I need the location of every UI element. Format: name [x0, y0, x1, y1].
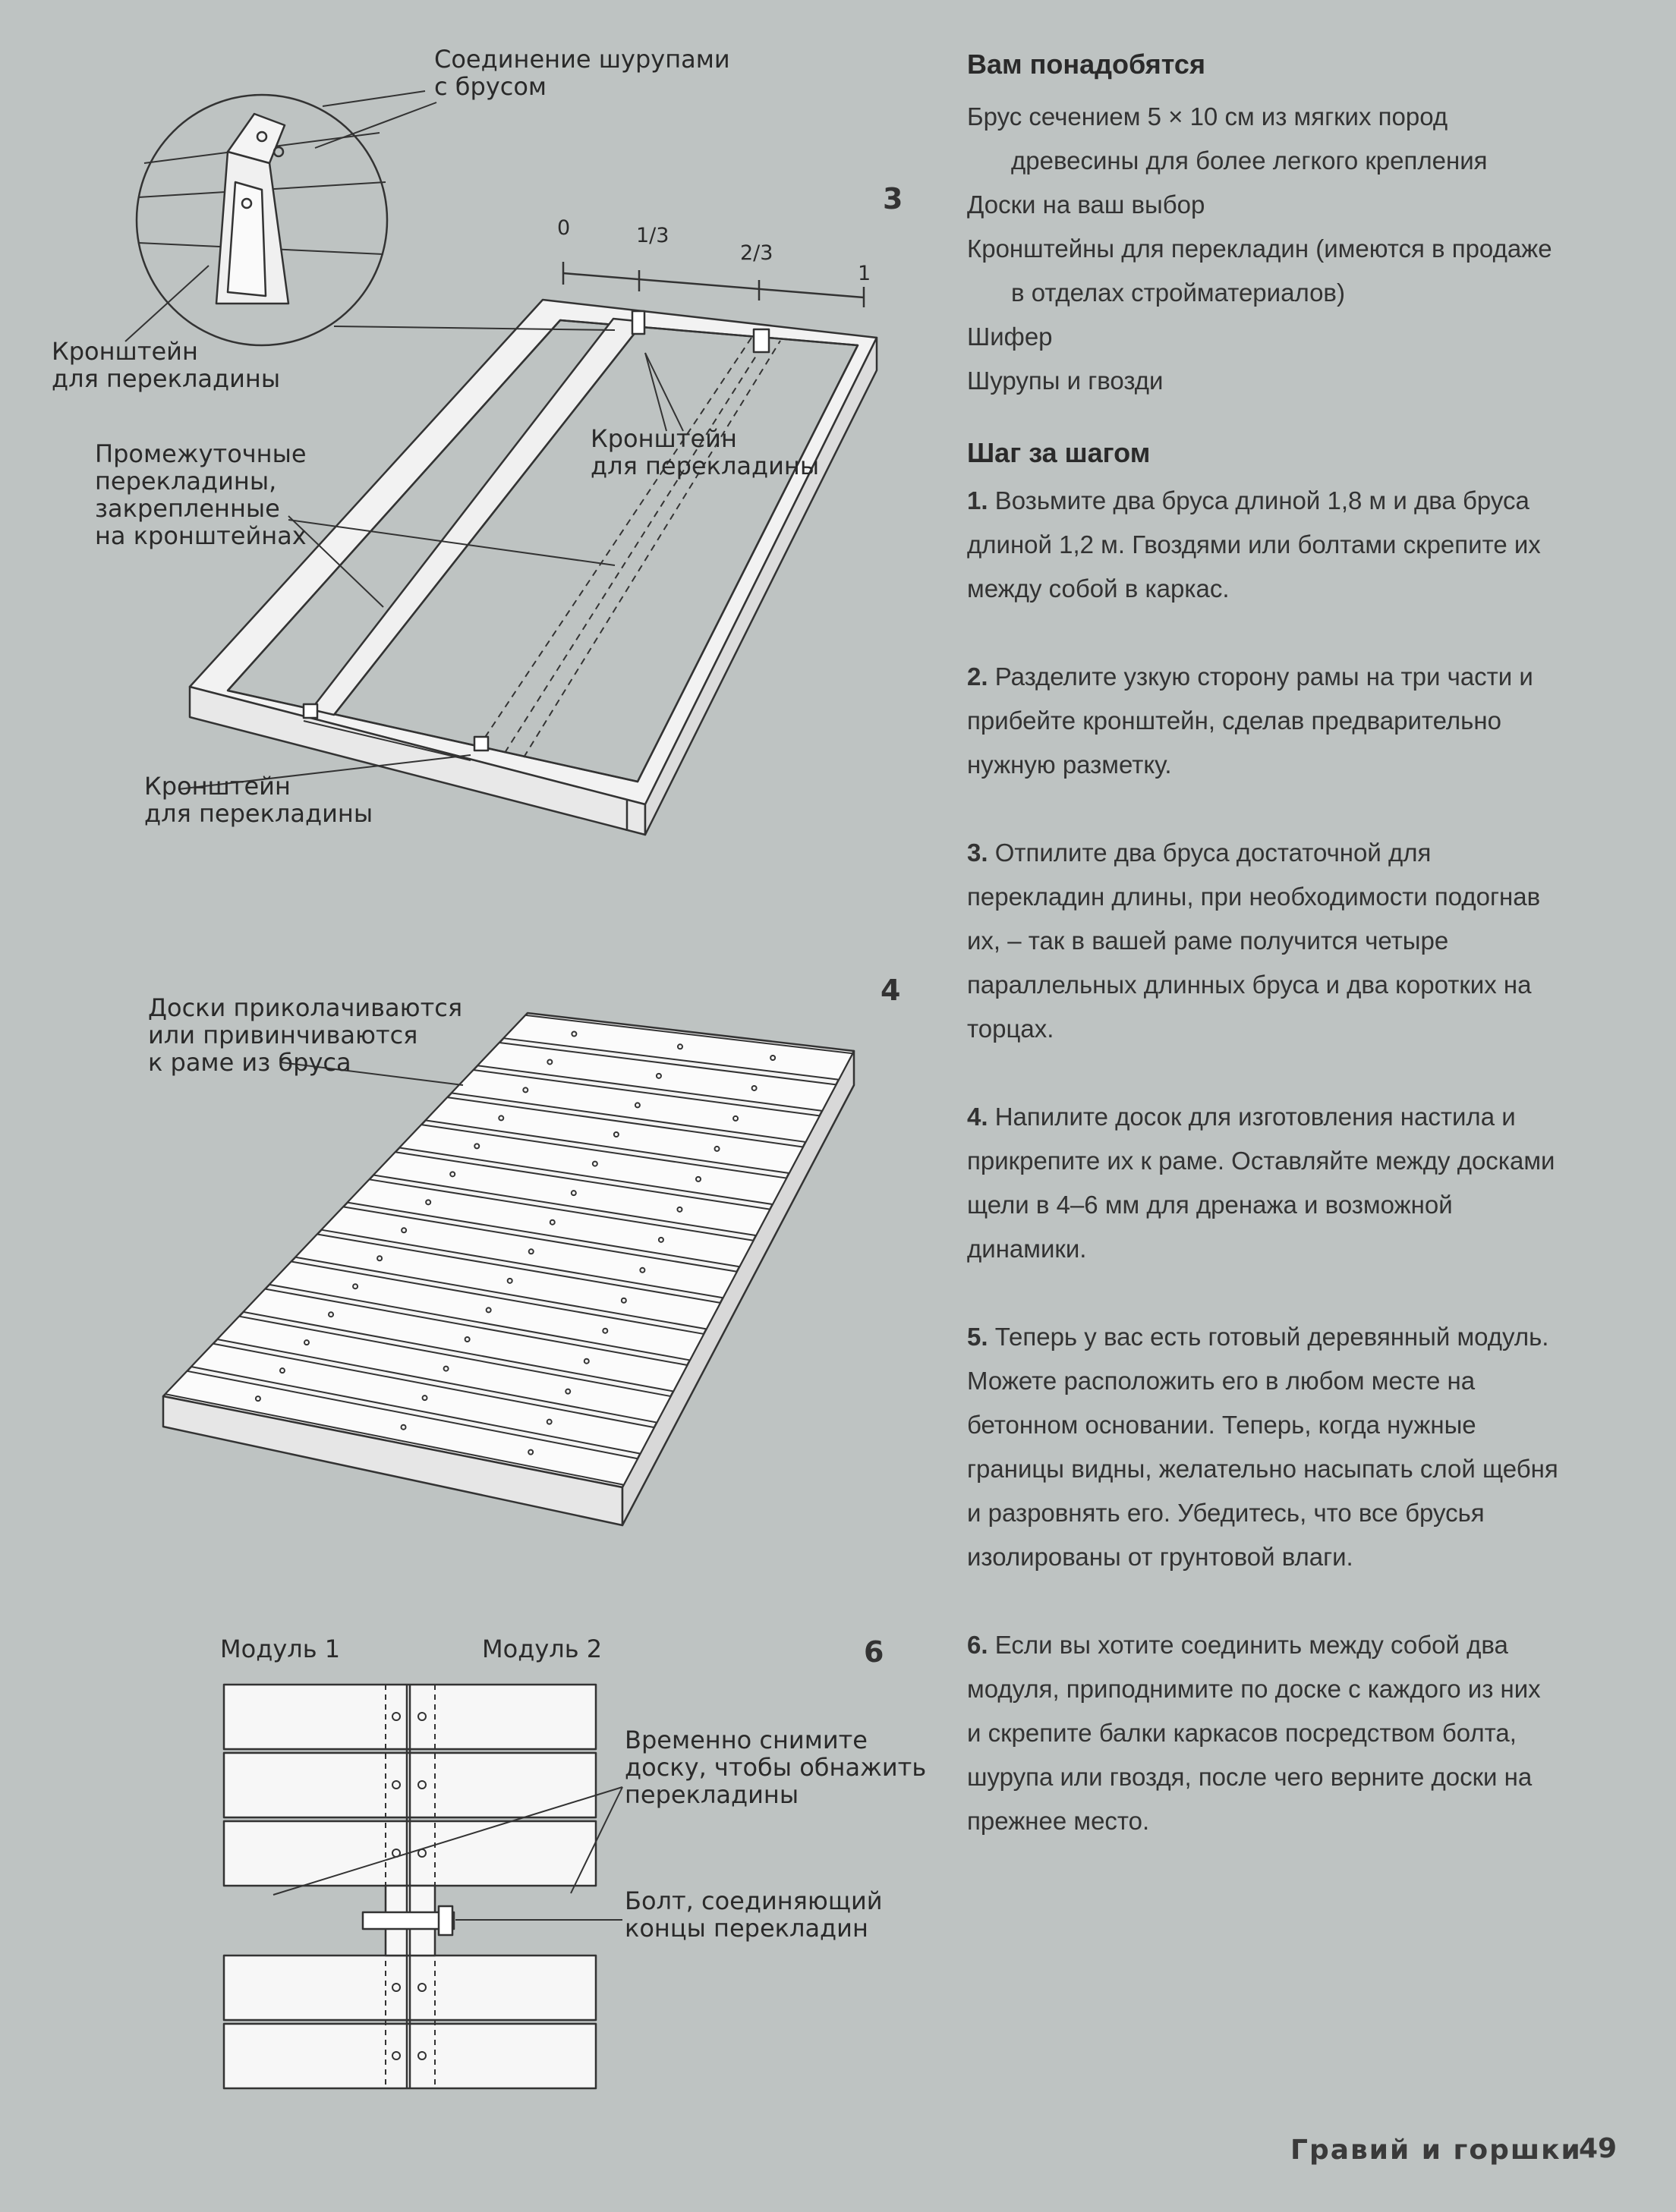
step-number: 4. — [967, 1103, 988, 1131]
step-number: 2. — [967, 662, 988, 691]
scale-mark-1: 1 — [858, 262, 871, 285]
figure4-deck-drawing — [163, 1013, 854, 1525]
steps-list — [967, 479, 1559, 1843]
label-remove-board: Временно снимите доску, чтобы обнажить перекладины — [625, 1726, 927, 1809]
step-3 — [967, 831, 1559, 1051]
step-text: Напилите досок для изготовления настила и прикрепите их к раме. Оставляйте между досками щели в 4–6 мм для дренажа и возможной динамики. — [967, 1103, 1555, 1263]
step-number: 3. — [967, 839, 988, 867]
step-1 — [967, 479, 1559, 611]
scale-mark-one-third: 1/3 — [636, 224, 669, 247]
figure6-modules-drawing — [224, 1685, 622, 2088]
label-bracket-center: Кронштейн для перекладины — [591, 424, 820, 480]
step-text: Отпилите два бруса достаточной для перекладин длины, при необходимости подогнав их, – так в вашей раме получится четыре параллельных длинных бруса и два коротких на торцах. — [967, 839, 1541, 1043]
step-text: Теперь у вас есть готовый деревянный модуль. Можете расположить его в любом месте на бетонном основании. Теперь, когда нужные границы видны, желательно насыпать слой щебня и разровнять его. Убедитесь, что все брусья изолированы от грунтовой влаги. — [967, 1323, 1558, 1571]
materials-heading: Вам понадобятся — [967, 49, 1205, 80]
label-bracket-bottom: Кронштейн для перекладины — [144, 772, 373, 828]
figure-number-6: 6 — [864, 1635, 884, 1669]
step-number: 6. — [967, 1631, 988, 1659]
step-text: Разделите узкую сторону рамы на три части и прибейте кронштейн, сделав предварительно нужную разметку. — [967, 662, 1533, 779]
step-text: Если вы хотите соединить между собой два модуля, приподнимите по доске с каждого из них и скрепите балки каркасов посредством болта, шурупа или гвоздя, после чего верните доски на прежнее место. — [967, 1631, 1541, 1835]
step-4 — [967, 1095, 1559, 1271]
label-module-2: Модуль 2 — [482, 1635, 603, 1663]
scale-mark-0: 0 — [557, 216, 571, 240]
scale-mark-two-thirds: 2/3 — [740, 241, 773, 265]
material-item: Шифер — [967, 323, 1053, 351]
material-item: Брус сечением 5 × 10 см из мягких пород древесины для более легкого крепления — [967, 102, 1488, 175]
label-intermediate-crossbars: Промежуточные перекладины, закрепленные на кронштейнах — [95, 439, 307, 550]
section-title: Гравий и горшки — [1290, 2135, 1582, 2166]
step-5 — [967, 1315, 1559, 1579]
materials-list — [967, 95, 1559, 403]
label-module-1: Модуль 1 — [220, 1635, 341, 1663]
label-bracket-left: Кронштейн для перекладины — [52, 337, 281, 393]
material-item: Кронштейны для перекладин (имеются в продаже в отделах стройматериалов) — [967, 234, 1552, 307]
step-text: Возьмите два бруса длиной 1,8 м и два бруса длиной 1,2 м. Гвоздями или болтами скрепите их между собой в каркас. — [967, 486, 1541, 603]
step-2 — [967, 655, 1559, 787]
figure-number-3: 3 — [883, 182, 903, 216]
step-6 — [967, 1623, 1559, 1843]
instructions-column — [967, 42, 1559, 1887]
step-number: 5. — [967, 1323, 988, 1351]
page-number: 49 — [1579, 2133, 1618, 2164]
material-item: Доски на ваш выбор — [967, 190, 1205, 219]
label-boards-nailed: Доски приколачиваются или привинчиваются к раме из бруса — [148, 993, 463, 1077]
step-number: 1. — [967, 486, 988, 514]
label-screw-connection: Соединение шурупами с брусом — [434, 45, 730, 101]
material-item: Шурупы и гвозди — [967, 367, 1164, 395]
label-connecting-bolt: Болт, соединяющий концы перекладин — [625, 1886, 883, 1943]
figure-number-4: 4 — [881, 974, 901, 1007]
steps-heading: Шаг за шагом — [967, 437, 1151, 468]
